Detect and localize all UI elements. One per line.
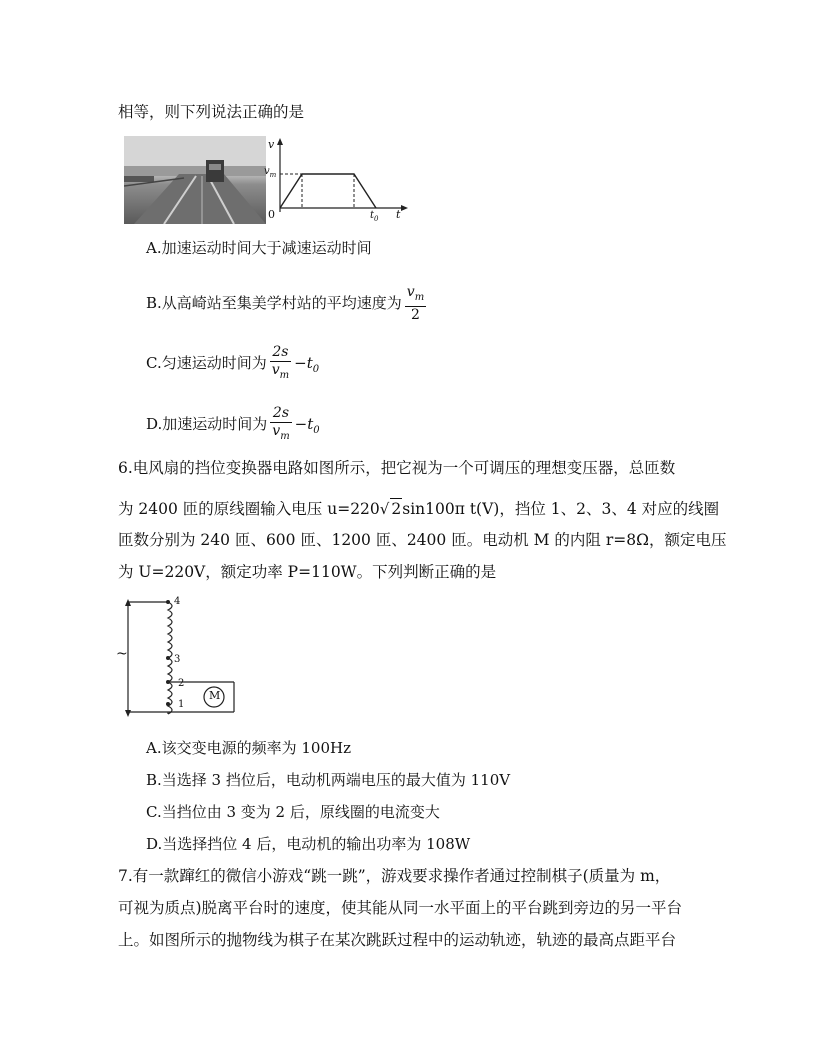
ac-source-symbol: ~ — [116, 646, 128, 662]
q6-option-a: A.该交变电源的频率为 100Hz — [146, 739, 351, 757]
tap-3-label: 3 — [174, 654, 181, 665]
motor-label: M — [209, 689, 221, 702]
graph-v-axis-label: v — [268, 138, 275, 151]
transformer-circuit-diagram — [116, 596, 246, 720]
q7-line-3: 上。如图所示的抛物线为棋子在某次跳跃过程中的运动轨迹，轨迹的最高点距平台 — [118, 931, 677, 949]
q5-option-d: D.加速运动时间为 $\frac{2s}{v_m}$ $-t_0$ — [146, 405, 320, 445]
q6-line-1: 6.电风扇的挡位变换器电路如图所示，把它视为一个可调压的理想变压器，总匝数 — [118, 459, 676, 477]
q6-line-2: 为 2400 匝的原线圈输入电压 u=220√ 2sin100π t(V)，挡位 1、2、3、4 对应的线圈 — [118, 500, 720, 518]
q6-option-d: D.当选择挡位 4 后，电动机的输出功率为 108W — [146, 835, 471, 853]
q5-option-a: A.加速运动时间大于减速运动时间 — [146, 239, 372, 257]
velocity-time-graph — [262, 136, 412, 228]
q5-stem-tail: 相等，则下列说法正确的是 — [118, 103, 305, 121]
q7-line-1: 7.有一款蹿红的微信小游戏“跳一跳”，游戏要求操作者通过控制棋子(质量为 m， — [118, 867, 671, 885]
tap-2-label: 2 — [178, 678, 185, 689]
q6-line-3: 匝数分别为 240 匝、600 匝、1200 匝、2400 匝。电动机 M 的内阻 r=8Ω，额定电压 — [118, 531, 727, 549]
q6-option-b: B.当选择 3 挡位后，电动机两端电压的最大值为 110V — [146, 771, 511, 789]
q5-option-c: C.匀速运动时间为 $\frac{2s}{v_m}$ $-t_0$ — [146, 344, 319, 384]
graph-vm-label: $v_m$ — [264, 166, 277, 179]
tap-4-label: 4 — [174, 596, 181, 607]
graph-origin-label: 0 — [268, 208, 275, 221]
graph-t-axis-label: t — [396, 208, 401, 221]
q6-line-4: 为 U=220V，额定功率 P=110W。下列判断正确的是 — [118, 563, 497, 581]
fraction-2s-over-vm: $\frac{2s}{v_m}$ — [272, 405, 290, 442]
fraction-2s-over-vm: $\frac{2s}{v_m}$ — [271, 344, 290, 381]
train-photo — [124, 136, 266, 224]
tap-1-label: 1 — [178, 699, 185, 710]
q5-option-b: B.从高崎站至集美学村站的平均速度为 $\frac{v_m}{2}$ — [146, 284, 425, 323]
graph-t0-label: $t_0$ — [370, 210, 379, 223]
q7-line-2: 可视为质点)脱离平台时的速度，使其能从同一水平面上的平台跳到旁边的另一平台 — [118, 899, 683, 917]
fraction-vm-over-2: $\frac{v_m}{2}$ — [406, 284, 425, 323]
q6-option-c: C.当挡位由 3 变为 2 后，原线圈的电流变大 — [146, 803, 440, 821]
